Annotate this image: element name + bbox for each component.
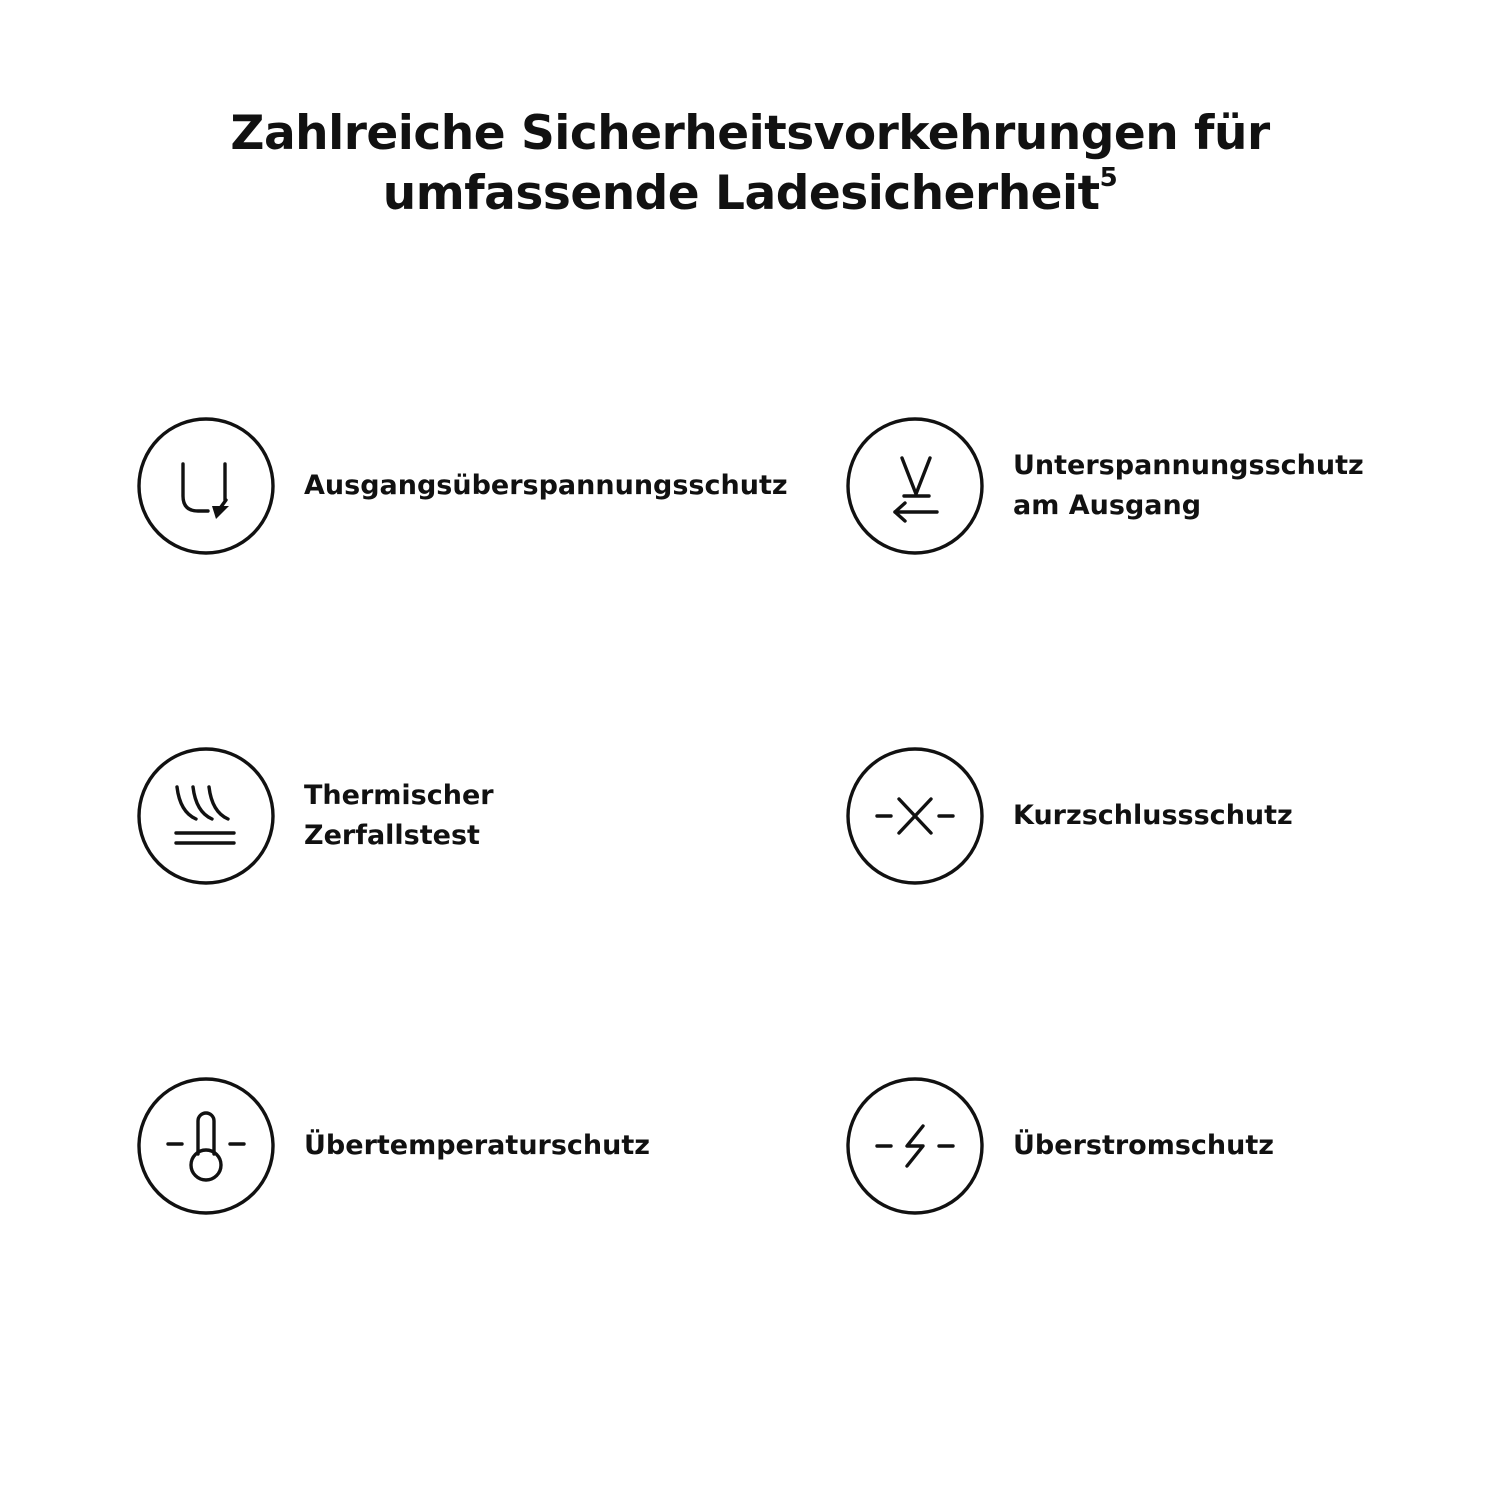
feature-label (304, 776, 494, 856)
feature-label (1013, 446, 1364, 526)
feature-label-line: Überstromschutz (1013, 1130, 1274, 1161)
feature-label (1013, 796, 1293, 836)
page-title-line-2 (0, 164, 1500, 224)
feature-label-line: am Ausgang (1013, 490, 1202, 521)
footnote-marker: 5 (1099, 163, 1118, 194)
feature-label (304, 1126, 650, 1166)
page-title (0, 104, 1500, 224)
feature-label (1013, 1126, 1274, 1166)
output-undervoltage-icon (845, 416, 985, 556)
feature-label-line: Thermischer (304, 780, 494, 811)
feature-label-line: Unterspannungsschutz (1013, 450, 1364, 481)
overcurrent-icon (845, 1076, 985, 1216)
output-overvoltage-icon (136, 416, 276, 556)
page-title-line-2-text: umfassende Ladesicherheit (382, 166, 1100, 221)
feature-label-line: Ausgangsüberspannungsschutz (304, 470, 788, 501)
page-title-line-1: Zahlreiche Sicherheitsvorkehrungen für (230, 106, 1270, 161)
feature-label-line: Kurzschlussschutz (1013, 800, 1293, 831)
thermal-heat-icon (136, 746, 276, 886)
thermometer-icon (136, 1076, 276, 1216)
feature-label (304, 466, 788, 506)
feature-label-line: Zerfallstest (304, 820, 480, 851)
short-circuit-icon (845, 746, 985, 886)
feature-label-line: Übertemperaturschutz (304, 1130, 650, 1161)
